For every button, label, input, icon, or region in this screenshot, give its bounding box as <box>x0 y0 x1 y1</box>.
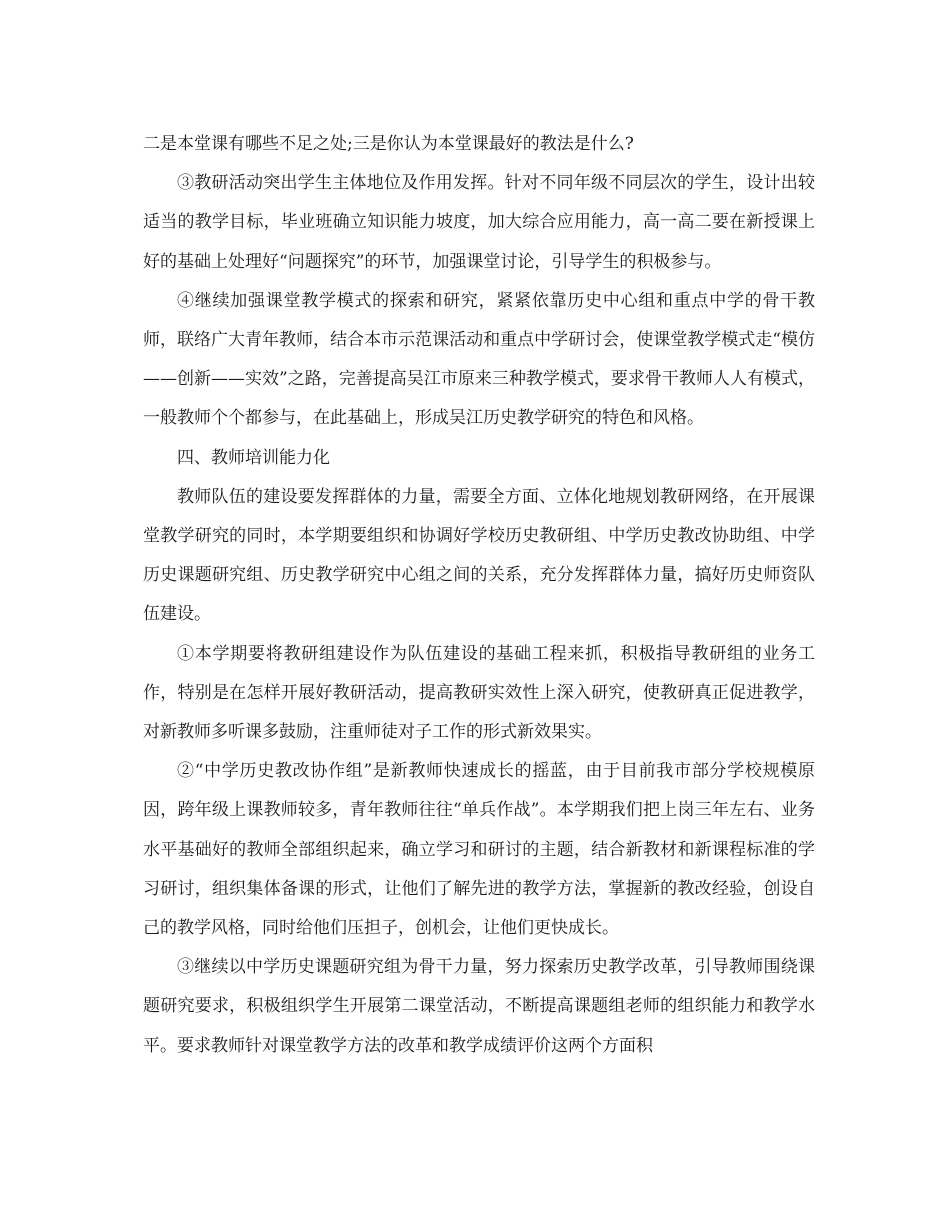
paragraph-item-2-collaboration-group: ②“中学历史教改协作组”是新教师快速成长的摇蓝，由于目前我市部分学校规模原因，跨年级上课教师较多，青年教师往往“单兵作战”。本学期我们把上岗三年左右、业务水平基础好的教师全部组织起来，确立学习和研讨的主题，结合新教材和新课程标准的学习研讨，组织集体备课的形式，让他们了解先进的教学方法，掌握新的教改经验，创设自己的教学风格，同时给他们压担子，创机会，让他们更快成长。 <box>143 761 815 939</box>
section-heading-teacher-training: 四、教师培训能力化 <box>177 447 330 468</box>
paragraph-item-3-topic-research: ③继续以中学历史课题研究组为骨干力量，努力探索历史教学改革，引导教师围绕课题研究要求，积极组织学生开展第二课堂活动，不断提高课题组老师的组织能力和教学水平。要求教师针对课堂教学方法的改革和教学成绩评价这两个方面积 <box>143 957 815 1056</box>
document-body <box>143 125 815 1066</box>
paragraph-item-1-research-group: ①本学期要将教研组建设作为队伍建设的基础工程来抓，积极指导教研组的业务工作，特别是在怎样开展好教研活动，提高教研实效性上深入研究，使教研真正促进教学，对新教师多听课多鼓励，注重师徒对子工作的形式新效果实。 <box>143 643 815 743</box>
paragraph-item-3-student-role: ③教研活动突出学生主体地位及作用发挥。针对不同年级不同层次的学生，设计出较适当的教学目标，毕业班确立知识能力坡度，加大综合应用能力，高一高二要在新授课上好的基础上处理好“问题探究”的环节，加强课堂讨论，引导学生的积极参与。 <box>143 173 815 272</box>
paragraph-continuation: 二是本堂课有哪些不足之处;三是你认为本堂课最好的教法是什么? <box>143 134 634 154</box>
paragraph-team-building: 教师队伍的建设要发挥群体的力量，需要全方面、立体化地规划教研网络，在开展课堂教学研究的同时，本学期要组织和协调好学校历史教研组、中学历史教改协助组、中学历史课题研究组、历史教学研究中心组之间的关系，充分发挥群体力量，搞好历史师资队伍建设。 <box>143 486 815 625</box>
paragraph-item-4-teaching-model: ④继续加强课堂教学模式的探索和研究，紧紧依靠历史中心组和重点中学的骨干教师，联络广大青年教师，结合本市示范课活动和重点中学研讨会，使课堂教学模式走“模仿——创新——实效”之路，完善提高吴江市原来三种教学模式，要求骨干教师人人有模式，一般教师个个都参与，在此基础上，形成吴江历史教学研究的特色和风格。 <box>143 290 815 429</box>
